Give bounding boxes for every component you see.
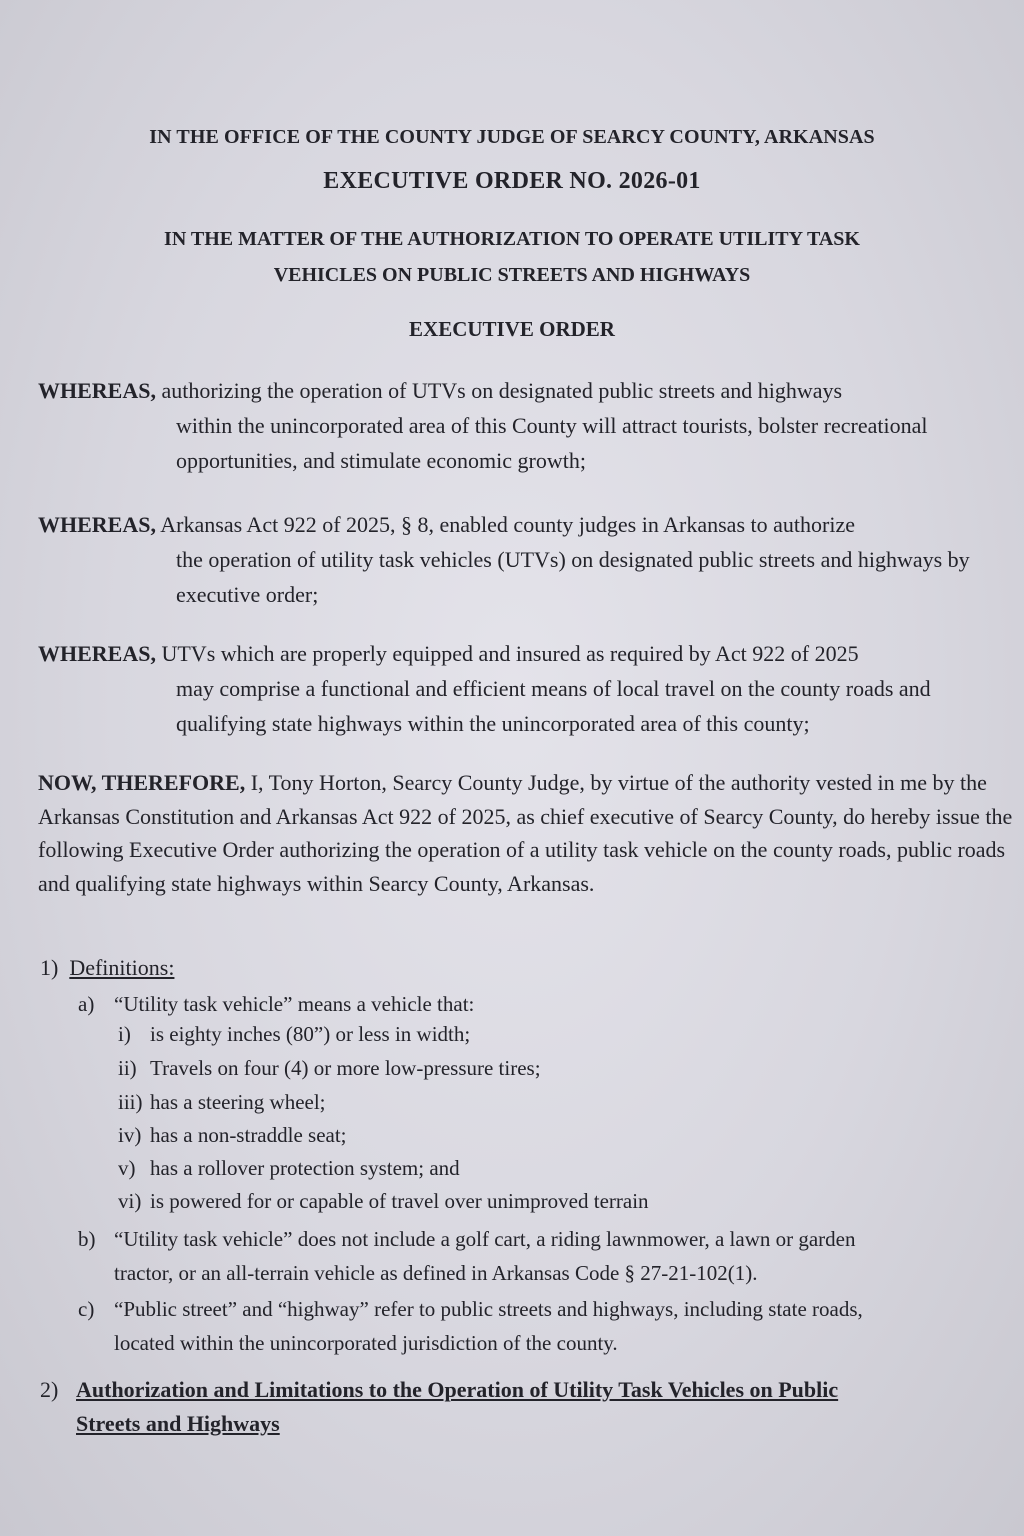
item-text: is eighty inches (80”) or less in width;: [150, 1022, 471, 1046]
matter-line-1: IN THE MATTER OF THE AUTHORIZATION TO OPERATE UTILITY TASK: [164, 228, 860, 250]
item-text: “Utility task vehicle” means a vehicle that:: [114, 992, 475, 1016]
section-1-heading: [40, 955, 174, 981]
item-text: Travels on four (4) or more low-pressure tires;: [150, 1056, 541, 1080]
item-text: has a non-straddle seat;: [150, 1123, 347, 1147]
definition-b: [78, 1222, 988, 1290]
whereas-clause-2: [38, 507, 998, 612]
now-therefore-clause: [38, 766, 1013, 900]
order-number: EXECUTIVE ORDER NO. 2026-01: [323, 168, 701, 194]
now-therefore-lead: NOW, THEREFORE,: [38, 770, 246, 795]
whereas-lead: WHEREAS,: [38, 378, 156, 403]
office-heading: IN THE OFFICE OF THE COUNTY JUDGE OF SEARCY COUNTY, ARKANSAS: [149, 126, 875, 148]
definition-c: [78, 1292, 998, 1360]
whereas-clause-1: [38, 373, 998, 478]
item-text: is powered for or capable of travel over unimproved terrain: [150, 1189, 649, 1213]
list-item: [118, 1189, 649, 1214]
section-title-line-1: Authorization and Limitations to the Operation of Utility Task Vehicles on Public: [76, 1377, 839, 1402]
item-text: has a steering wheel;: [150, 1090, 326, 1114]
list-item: [118, 1090, 326, 1115]
item-text: has a rollover protection system; and: [150, 1156, 460, 1180]
whereas-text-rest: the operation of utility task vehicles (UTVs) on designated public streets and highways by executive order;: [176, 547, 970, 607]
list-item: [118, 1056, 541, 1081]
matter-line-2: VEHICLES ON PUBLIC STREETS AND HIGHWAYS: [273, 264, 751, 286]
whereas-clause-3: [38, 636, 998, 741]
section-number: 2): [40, 1377, 59, 1402]
executive-order-heading: EXECUTIVE ORDER: [409, 317, 615, 341]
section-2-heading: [40, 1373, 1000, 1441]
section-title: Definitions:: [69, 955, 175, 980]
item-label: a): [78, 992, 95, 1016]
matter-heading: [0, 221, 1024, 293]
whereas-lead: WHEREAS,: [38, 641, 156, 666]
item-label: v): [118, 1156, 136, 1180]
list-item: [118, 1022, 470, 1047]
item-label: iii): [118, 1090, 143, 1114]
item-text-line-2: located within the unincorporated jurisdiction of the county.: [114, 1331, 618, 1355]
item-text-line-1: “Public street” and “highway” refer to public streets and highways, including state roads,: [114, 1297, 863, 1321]
item-text-line-2: tractor, or an all-terrain vehicle as defined in Arkansas Code § 27-21-102(1).: [114, 1261, 758, 1285]
whereas-text-first: authorizing the operation of UTVs on designated public streets and highways: [161, 378, 843, 403]
item-label: c): [78, 1297, 95, 1321]
whereas-text-rest: may comprise a functional and efficient means of local travel on the county roads and qualifying state highways within the unincorporated area of this county;: [176, 676, 931, 736]
item-label: iv): [118, 1123, 142, 1147]
section-number: 1): [40, 955, 59, 980]
now-therefore-text: I, Tony Horton, Searcy County Judge, by virtue of the authority vested in me by the Arkansas Constitution and Arkansas Act 922 of 2025, as chief executive of Searcy County, do hereby issue the following Executive Order authorizing the operation of a utility task vehicle on the county roads, public roads and qualifying state highways within Searcy County, Arkansas.: [38, 770, 1013, 896]
list-item: [118, 1156, 460, 1181]
item-label: b): [78, 1227, 96, 1251]
whereas-text-rest: within the unincorporated area of this County will attract tourists, bolster recreational opportunities, and stimulate economic growth;: [176, 413, 928, 473]
item-label: ii): [118, 1056, 137, 1080]
item-label: i): [118, 1022, 131, 1046]
section-title-line-2: Streets and Highways: [76, 1411, 280, 1436]
item-label: vi): [118, 1189, 142, 1213]
whereas-text-first: UTVs which are properly equipped and insured as required by Act 922 of 2025: [161, 641, 859, 666]
list-item: [118, 1123, 347, 1148]
whereas-lead: WHEREAS,: [38, 512, 156, 537]
item-text-line-1: “Utility task vehicle” does not include a golf cart, a riding lawnmower, a lawn or garden: [114, 1227, 856, 1251]
whereas-text-first: Arkansas Act 922 of 2025, § 8, enabled county judges in Arkansas to authorize: [160, 512, 855, 537]
definition-a: [78, 987, 474, 1021]
